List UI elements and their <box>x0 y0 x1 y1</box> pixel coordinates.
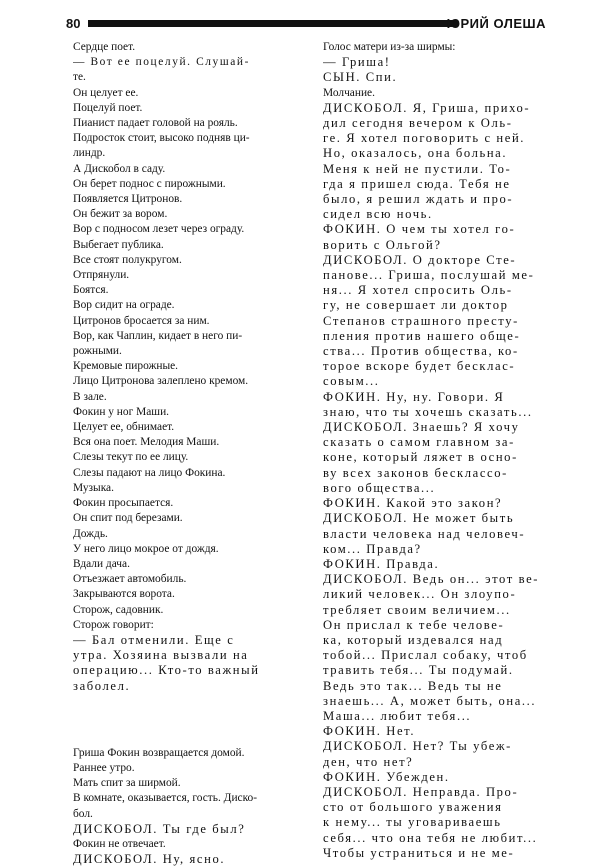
text-line: Голос матери из-за ширмы: <box>323 41 456 53</box>
text-line: ден, что нет? <box>323 754 414 769</box>
text-line: к нему... ты уговариваешь <box>323 815 502 830</box>
text-line: Цитронов бросается за ним. <box>73 314 210 327</box>
text-line: Он прислал к тебе челове- <box>323 617 505 632</box>
text-line: Слезы текут по ее лицу. <box>73 451 189 464</box>
text-line: Он спит под березами. <box>73 512 183 525</box>
text-line: гда я пришел сюда. Тебя не <box>323 176 511 191</box>
text-line: Степанов страшного престу- <box>323 313 519 328</box>
text-line: ДИСКОБОЛ. Знаешь? Я хочу <box>323 420 520 435</box>
text-line: Маша... любит тебя... <box>323 708 472 723</box>
text-line: совым... <box>323 374 380 389</box>
page-number: 80 <box>66 16 81 31</box>
text-line: Слезы падают на лицо Фокина. <box>73 466 226 479</box>
right-column <box>323 40 549 861</box>
text-line: ком... Правда? <box>323 541 422 556</box>
text-line: Кремовые пирожные. <box>73 360 179 373</box>
page-header <box>66 16 546 32</box>
text-line: ФОКИН. Ну, ну. Говори. Я <box>323 389 505 404</box>
text-line: линдр. <box>73 147 106 160</box>
text-line: знаю, что ты хочешь сказать... <box>323 404 533 419</box>
text-line: бол. <box>73 807 93 820</box>
text-line: сто от большого уважения <box>323 800 503 815</box>
text-line: Ведь это так... Ведь ты не <box>323 678 503 693</box>
text-line: Все стоят полукругом. <box>73 253 182 266</box>
text-line: сидел всю ночь. <box>323 207 433 222</box>
text-line: ДИСКОБОЛ. О докторе Сте- <box>323 252 517 267</box>
text-line: Подросток стоит, высоко подняв ци- <box>73 132 250 145</box>
text-line: ликий человек... Он злоупо- <box>323 587 517 602</box>
text-line: А Дискобол в саду. <box>73 162 166 175</box>
text-line: Закрываются ворота. <box>73 588 175 601</box>
text-line: — Бал отменили. Еще с <box>73 632 235 647</box>
text-line: ву всех законов бесклассо- <box>323 465 508 480</box>
text-line: Отпрянули. <box>73 269 130 282</box>
text-line: панове... Гриша, послушай ме- <box>323 268 535 283</box>
text-line: Гриша Фокин возвращается домой. <box>73 746 245 759</box>
text-line: Вор с подносом лезет через ограду. <box>73 223 245 236</box>
text-line: себя... что она тебя не любит... <box>323 830 538 845</box>
text-line: Пианист падает головой на рояль. <box>73 117 238 130</box>
text-line: Фокин просыпается. <box>73 497 174 510</box>
header-rule <box>88 20 458 27</box>
text-line: Целует ее, обнимает. <box>73 421 175 434</box>
text-line: утра. Хозяина вызвали на <box>73 648 249 663</box>
text-line: власти человека над человеч- <box>323 526 526 541</box>
text-line: Поцелуй поет. <box>73 101 143 114</box>
text-line: СЫН. Спи. <box>323 70 398 85</box>
text-line: дил сегодня вечером к Оль- <box>323 116 513 131</box>
text-line: Музыка. <box>73 481 114 494</box>
text-line: ФОКИН. Нет. <box>323 724 416 739</box>
text-line: Раннее утро. <box>73 761 135 774</box>
text-line: Он бежит за вором. <box>73 208 168 221</box>
text-line: В комнате, оказывается, гость. Диско- <box>73 792 258 805</box>
text-line: ФОКИН. Убежден. <box>323 769 450 784</box>
text-line: В зале. <box>73 390 107 403</box>
paragraph-gap <box>73 694 295 746</box>
text-line: Фокин не отвечает. <box>73 837 166 850</box>
text-line: ДИСКОБОЛ. Неправда. Про- <box>323 784 519 799</box>
text-line: ДИСКОБОЛ. Не может быть <box>323 511 515 526</box>
text-line: ворить с Ольгой? <box>323 237 442 252</box>
text-line: тобой... Прислал собаку, чтоб <box>323 648 528 663</box>
text-line: ДИСКОБОЛ. Ведь он... этот ве- <box>323 572 540 587</box>
text-line: Меня к ней не пустили. То- <box>323 161 512 176</box>
text-line: рожными. <box>73 345 122 358</box>
text-line: Вдали дача. <box>73 557 130 570</box>
text-line: Сторож говорит: <box>73 618 154 631</box>
text-line: Сердце поет. <box>73 41 136 53</box>
text-line: — Вот ее поцелуй. Слушай- <box>73 56 250 69</box>
text-line: Вор сидит на ограде. <box>73 299 175 312</box>
text-line: Вор, как Чаплин, кидает в него пи- <box>73 329 243 342</box>
text-line: ка, который издевался над <box>323 632 504 647</box>
text-line: торое вскоре будет бесклас- <box>323 359 516 374</box>
text-line: Сторож, садовник. <box>73 603 164 616</box>
text-line: те. <box>73 71 86 84</box>
text-line: было, я решил ждать и про- <box>323 192 514 207</box>
text-line: Чтобы устраниться и не ме- <box>323 845 515 860</box>
text-line: Молчание. <box>323 86 375 99</box>
text-line: вого общества... <box>323 480 436 495</box>
text-line: Боятся. <box>73 284 109 297</box>
text-line: сказать о самом главном за- <box>323 435 515 450</box>
text-line: гу, не совершает ли доктор <box>323 298 509 313</box>
text-line: требляет своим величием... <box>323 602 511 617</box>
text-line: знаешь... А, может быть, она... <box>323 693 537 708</box>
text-line: ФОКИН. О чем ты хотел го- <box>323 222 516 237</box>
text-line: ФОКИН. Правда. <box>323 556 440 571</box>
text-line: Фокин у ног Маши. <box>73 405 170 418</box>
text-line: ДИСКОБОЛ. Ты где был? <box>73 821 246 836</box>
text-line: ДИСКОБОЛ. Ну, ясно. <box>73 852 226 867</box>
text-line: ства... Против общества, ко- <box>323 344 519 359</box>
text-line: заболел. <box>73 678 131 693</box>
text-line: Он берет поднос с пирожными. <box>73 177 226 190</box>
text-line: Появляется Цитронов. <box>73 193 183 206</box>
text-line: Лицо Цитронова залеплено кремом. <box>73 375 249 388</box>
text-line: ге. Я хотел поговорить с ней. <box>323 131 526 146</box>
text-line: Вся она поет. Мелодия Маши. <box>73 436 220 449</box>
text-line: Он целует ее. <box>73 86 139 99</box>
text-line: — Гриша! <box>323 55 391 70</box>
left-column <box>73 40 295 867</box>
text-line: Дождь. <box>73 527 108 540</box>
text-line: У него лицо мокрое от дождя. <box>73 542 219 555</box>
text-line: Выбегает публика. <box>73 238 164 251</box>
text-line: пления против нашего обще- <box>323 328 521 343</box>
text-line: Но, оказалось, она больна. <box>323 146 508 161</box>
text-line: ФОКИН. Какой это закон? <box>323 496 503 511</box>
text-line: травить тебя... Ты подумай. <box>323 663 514 678</box>
text-line: Отъезжает автомобиль. <box>73 573 187 586</box>
text-line: ДИСКОБОЛ. Нет? Ты убеж- <box>323 739 512 754</box>
text-line: операцию... Кто-то важный <box>73 663 260 678</box>
text-line: ня... Я хотел спросить Оль- <box>323 283 513 298</box>
text-line: ДИСКОБОЛ. Я, Гриша, прихо- <box>323 100 531 115</box>
text-line: коне, который ляжет в осно- <box>323 450 518 465</box>
text-line: Мать спит за ширмой. <box>73 777 181 790</box>
running-head-author: ЮРИЙ ОЛЕША <box>446 16 546 31</box>
